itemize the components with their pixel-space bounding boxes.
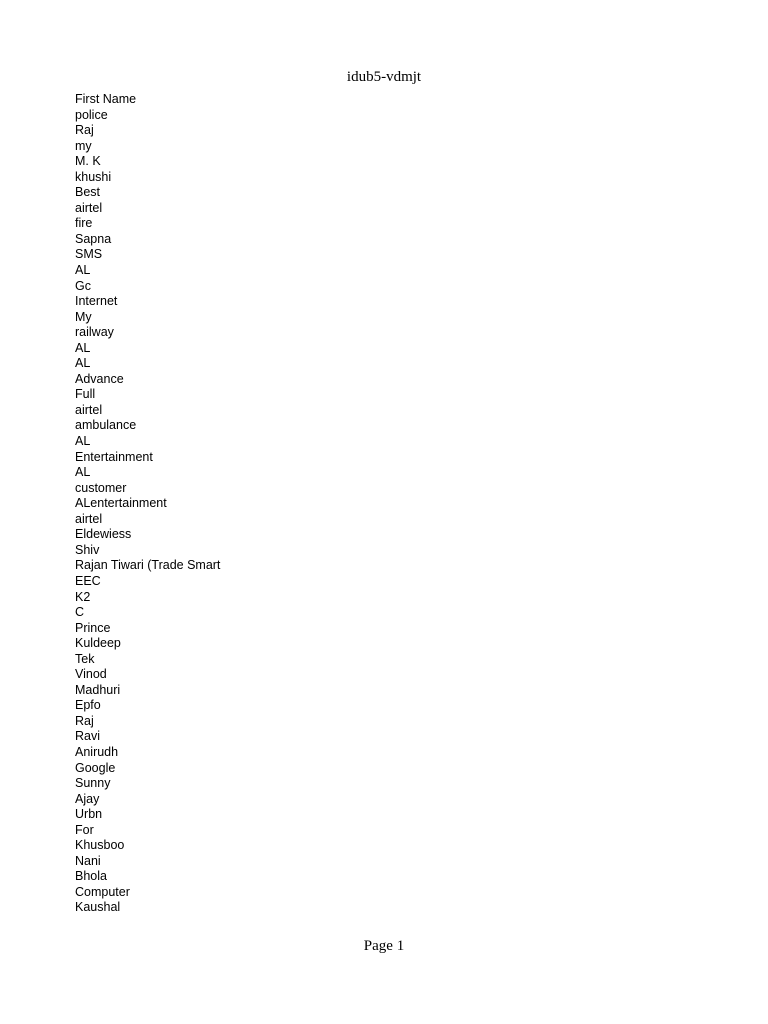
column-header: First Name [75, 92, 137, 106]
table-row: customer [75, 480, 127, 495]
table-row: Gc [75, 278, 91, 293]
table-row: Epfo [75, 698, 101, 713]
table-row: Khusboo [75, 838, 125, 853]
table-row: my [75, 138, 92, 153]
table-row: fire [75, 216, 93, 231]
page-number: Page 1 [363, 938, 405, 954]
table-row: Internet [75, 294, 118, 309]
table-row: Google [75, 760, 116, 775]
table-row: airtel [75, 200, 103, 215]
table-row: Kaushal [75, 900, 121, 915]
table-row: K2 [75, 589, 91, 604]
table-row: ambulance [75, 418, 137, 433]
table-row: Computer [75, 884, 130, 899]
table-row: Urbn [75, 807, 103, 822]
table-row: Eldewiess [75, 527, 132, 542]
table-row: SMS [75, 247, 103, 262]
table-row: Sunny [75, 776, 111, 791]
table-row: khushi [75, 169, 112, 184]
table-row: M. K [75, 154, 101, 169]
table-row: Ravi [75, 729, 101, 744]
table-row: Nani [75, 853, 101, 868]
table-row: C [75, 605, 85, 620]
table-row: ALentertainment [75, 496, 167, 511]
table-row: EEC [75, 573, 101, 588]
table-row: Shiv [75, 542, 100, 557]
table-row: AL [75, 263, 91, 278]
table-row: AL [75, 356, 91, 371]
table-row: Anirudh [75, 744, 119, 759]
table-row: Ajay [75, 791, 100, 806]
table-row: Raj [75, 123, 94, 138]
table-row: Prince [75, 620, 111, 635]
table-row: Raj [75, 713, 94, 728]
table-row: Rajan Tiwari (Trade Smart [75, 558, 221, 573]
table-row: Sapna [75, 231, 112, 246]
table-row: police [75, 107, 108, 122]
table-row: My [75, 309, 92, 324]
first-name-column [75, 92, 220, 916]
table-row: AL [75, 434, 91, 449]
table-row: Vinod [75, 667, 107, 682]
table-row: Advance [75, 371, 124, 386]
table-row: AL [75, 465, 91, 480]
table-row: For [75, 822, 94, 837]
table-row: Entertainment [75, 449, 153, 464]
table-row: Bhola [75, 869, 107, 884]
table-row: airtel [75, 511, 103, 526]
table-row: Best [75, 185, 101, 200]
table-row: railway [75, 325, 114, 340]
page-header-title: idub5-vdmjt [346, 69, 422, 85]
table-row: Madhuri [75, 682, 121, 697]
table-row: Kuldeep [75, 636, 121, 651]
table-row: airtel [75, 402, 103, 417]
table-row: Tek [75, 651, 95, 666]
table-row: Full [75, 387, 96, 402]
table-row: AL [75, 340, 91, 355]
